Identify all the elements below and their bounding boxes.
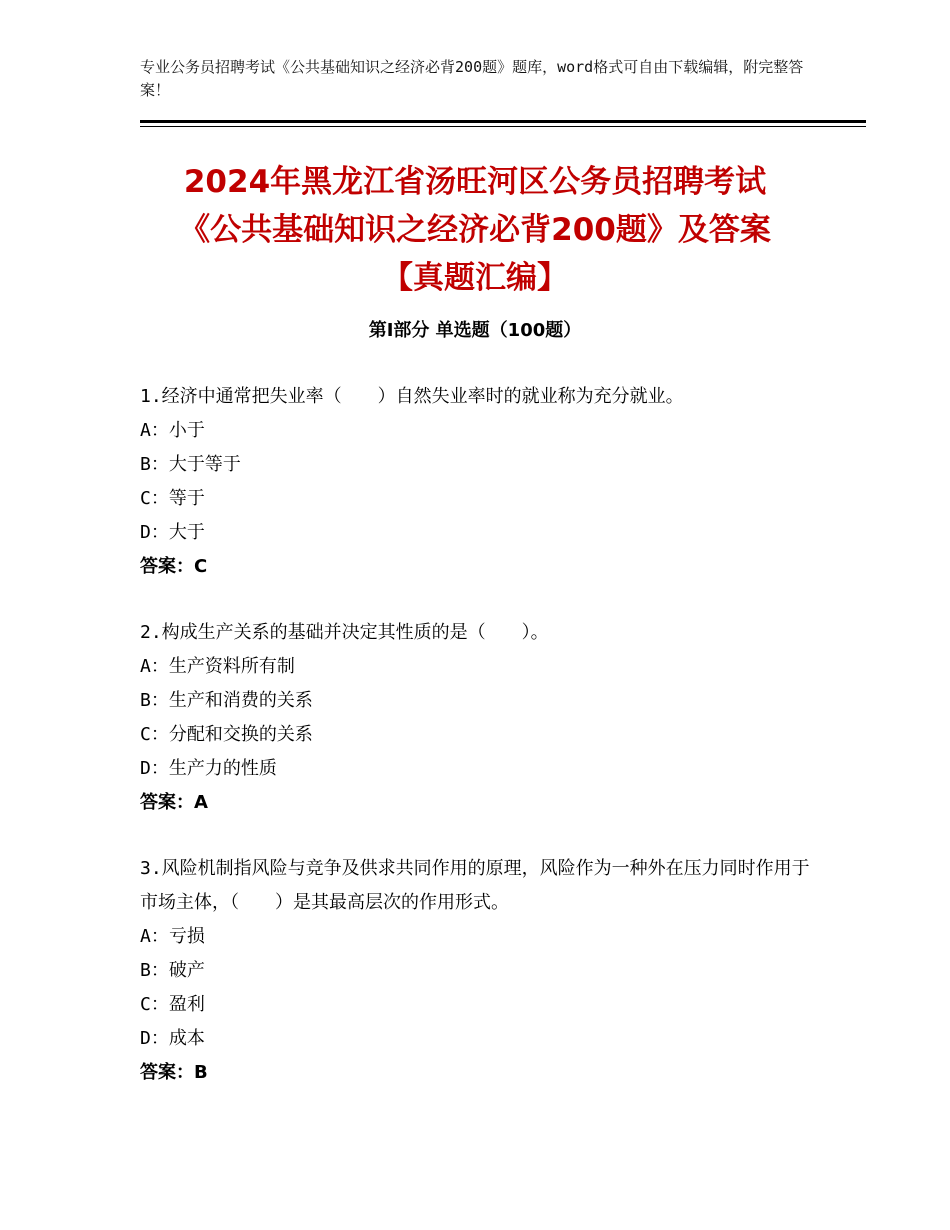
title-line-3: 【真题汇编】 xyxy=(382,260,568,296)
title-line-1: 2024年黑龙江省汤旺河区公务员招聘考试 xyxy=(183,164,767,200)
header-divider-thick xyxy=(140,120,866,123)
option-a: A：生产资料所有制 xyxy=(140,656,295,677)
section-heading: 第Ⅰ部分 单选题（100题） xyxy=(368,320,582,341)
option-a: A：小于 xyxy=(140,420,205,441)
question-item xyxy=(140,380,820,584)
question-item xyxy=(140,852,820,1090)
question-item xyxy=(140,616,820,820)
question-stem: 3.风险机制指风险与竞争及供求共同作用的原理，风险作为一种外在压力同时作用于市场主体，（ ）是其最高层次的作用形式。 xyxy=(140,858,810,913)
option-a: A：亏损 xyxy=(140,926,205,947)
option-b: B：破产 xyxy=(140,960,205,981)
question-stem: 1.经济中通常把失业率（ ）自然失业率时的就业称为充分就业。 xyxy=(140,386,684,407)
option-c: C：等于 xyxy=(140,488,205,509)
answer-line: 答案：B xyxy=(140,1062,208,1083)
header-note: 专业公务员招聘考试《公共基础知识之经济必背200题》题库，word格式可自由下载编辑，附完整答案！ xyxy=(140,58,804,99)
option-d: D：生产力的性质 xyxy=(140,758,277,779)
answer-line: 答案：A xyxy=(140,792,208,813)
option-b: B：生产和消费的关系 xyxy=(140,690,313,711)
question-stem: 2.构成生产关系的基础并决定其性质的是（ ）。 xyxy=(140,622,549,643)
option-c: C：分配和交换的关系 xyxy=(140,724,313,745)
title-line-2: 《公共基础知识之经济必背200题》及答案 xyxy=(179,212,771,248)
option-d: D：大于 xyxy=(140,522,205,543)
header-divider-thin xyxy=(140,126,866,127)
option-d: D：成本 xyxy=(140,1028,205,1049)
answer-line: 答案：C xyxy=(140,556,208,577)
question-list xyxy=(140,380,820,1122)
option-b: B：大于等于 xyxy=(140,454,241,475)
option-c: C：盈利 xyxy=(140,994,205,1015)
document-title xyxy=(100,158,850,302)
